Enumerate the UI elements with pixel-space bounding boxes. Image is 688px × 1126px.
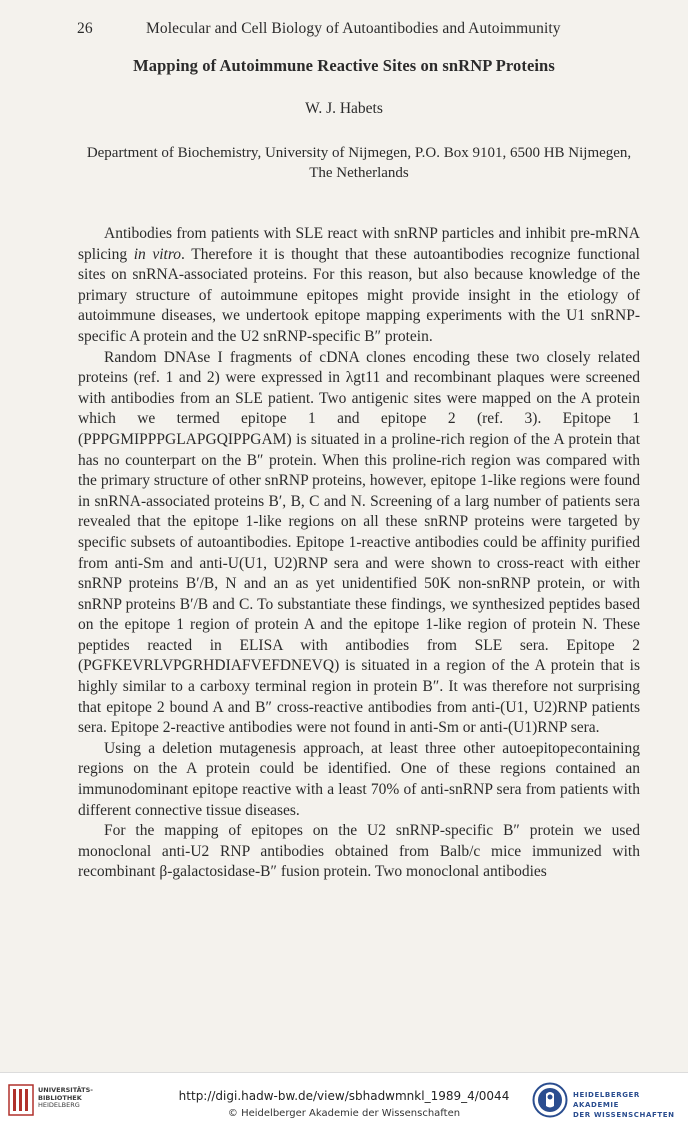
copyright-notice: © Heidelberger Akademie der Wissenschaften <box>227 1108 461 1119</box>
library-name-line-2: BIBLIOTHEK <box>38 1093 82 1102</box>
article-author: W. J. Habets <box>305 100 383 117</box>
running-head <box>77 20 642 38</box>
journal-title: Molecular and Cell Biology of Autoantibodies and Autoimmunity <box>146 20 561 37</box>
article-title: Mapping of Autoimmune Reactive Sites on snRNP Proteins <box>133 56 555 75</box>
academy-name-line-1: HEIDELBERGER AKADEMIE <box>573 1091 640 1109</box>
academy-name <box>573 1090 688 1120</box>
footer-bar <box>0 1072 688 1126</box>
body-paragraph-4: For the mapping of epitopes on the U2 snRNP-specific B″ protein we used monoclonal anti-U2 RNP antibodies obtained from Balb/c mice immunized with recombinant β-galactosidase-B″ fusion protein. Two monoclonal antibodies <box>78 822 640 881</box>
academy-name-line-2: DER WISSENSCHAFTEN <box>573 1111 675 1119</box>
affiliation-line-2: The Netherlands <box>309 165 409 181</box>
page-number: 26 <box>77 20 93 37</box>
permalink-url[interactable]: http://digi.hadw-bw.de/view/sbhadwmnkl_1989_4/0044 <box>178 1089 510 1103</box>
body-paragraph-1: Antibodies from patients with SLE react with snRNP particles and inhibit pre-mRNA splicing in vitro. Therefore it is thought that these autoantibodies recognize functional sites on snRNA-associated proteins. For this reason, but also because knowledge of the primary structure of autoimmune epitopes might provide insight in the etiology of autoimmune diseases, we undertook epitope mapping experiments with the U1 snRNP-specific A protein and the U2 snRNP-specific B″ protein. <box>78 225 640 345</box>
body-paragraph-2: Random DNAse I fragments of cDNA clones encoding these two closely related proteins (ref. 1 and 2) were expressed in λgt11 and recombinant plaques were screened with antibodies from an SLE patient. Two antigenic sites were mapped on the A protein which we termed epitope 1 and epitope 2 (ref. 3). Epitope 1 (PPPGMIPPPGLAPGQIPPGAM) is situated in a proline-rich region of the A protein that has no counterpart on the B″ protein. When this proline-rich region was compared with the primary structure of other snRNP proteins, however, epitope 1-like regions were found in snRNA-associated proteins B′, B, C and N. Screening of a larg number of patients sera revealed that the epitope 1-like regions on all these snRNP proteins were targeted by specific subsets of autoantibodies. Epitope 1-reactive antibodies could be affinity purified from anti-Sm and anti-U(U1, U2)RNP sera and were shown to cross-react with either snRNP proteins B′/B, N and an as yet unidentified 50K non-snRNP protein, or with snRNP proteins B′/B and C. To substantiate these findings, we synthesized peptides based on the epitope 1 region of protein A and the epitope 1-like region of protein N. These peptides reacted in ELISA with antibodies from SLE sera. Epitope 2 (PGFKEVRLVPGRHDIAFVEFDNEVQ) is situated in a region of the A protein that is highly similar to a carboxy terminal region in protein B″. It was therefore not surprising that epitope 2 bound A and B″ cross-reactive antibodies from anti-(U1, U2)RNP patients sera. Epitope 2-reactive antibodies were not found in anti-Sm or anti-(U1)RNP sera. <box>78 348 640 737</box>
affiliation-line-1: Department of Biochemistry, University of Nijmegen, P.O. Box 9101, 6500 HB Nijmegen, <box>86 145 632 161</box>
library-city: HEIDELBERG <box>38 1101 80 1109</box>
academy-seal-icon <box>532 1082 568 1118</box>
author-affiliation <box>78 143 640 183</box>
body-paragraph-3: Using a deletion mutagenesis approach, at least three other autoepitopecontaining regions on the A protein could be identified. One of these regions contained an immunodominant epitope reactive with a least 70% of anti-snRNP sera from patients with different connective tissue diseases. <box>78 739 640 819</box>
library-name-line-1: UNIVERSITÄTS- <box>38 1086 93 1094</box>
article-body <box>78 224 640 883</box>
